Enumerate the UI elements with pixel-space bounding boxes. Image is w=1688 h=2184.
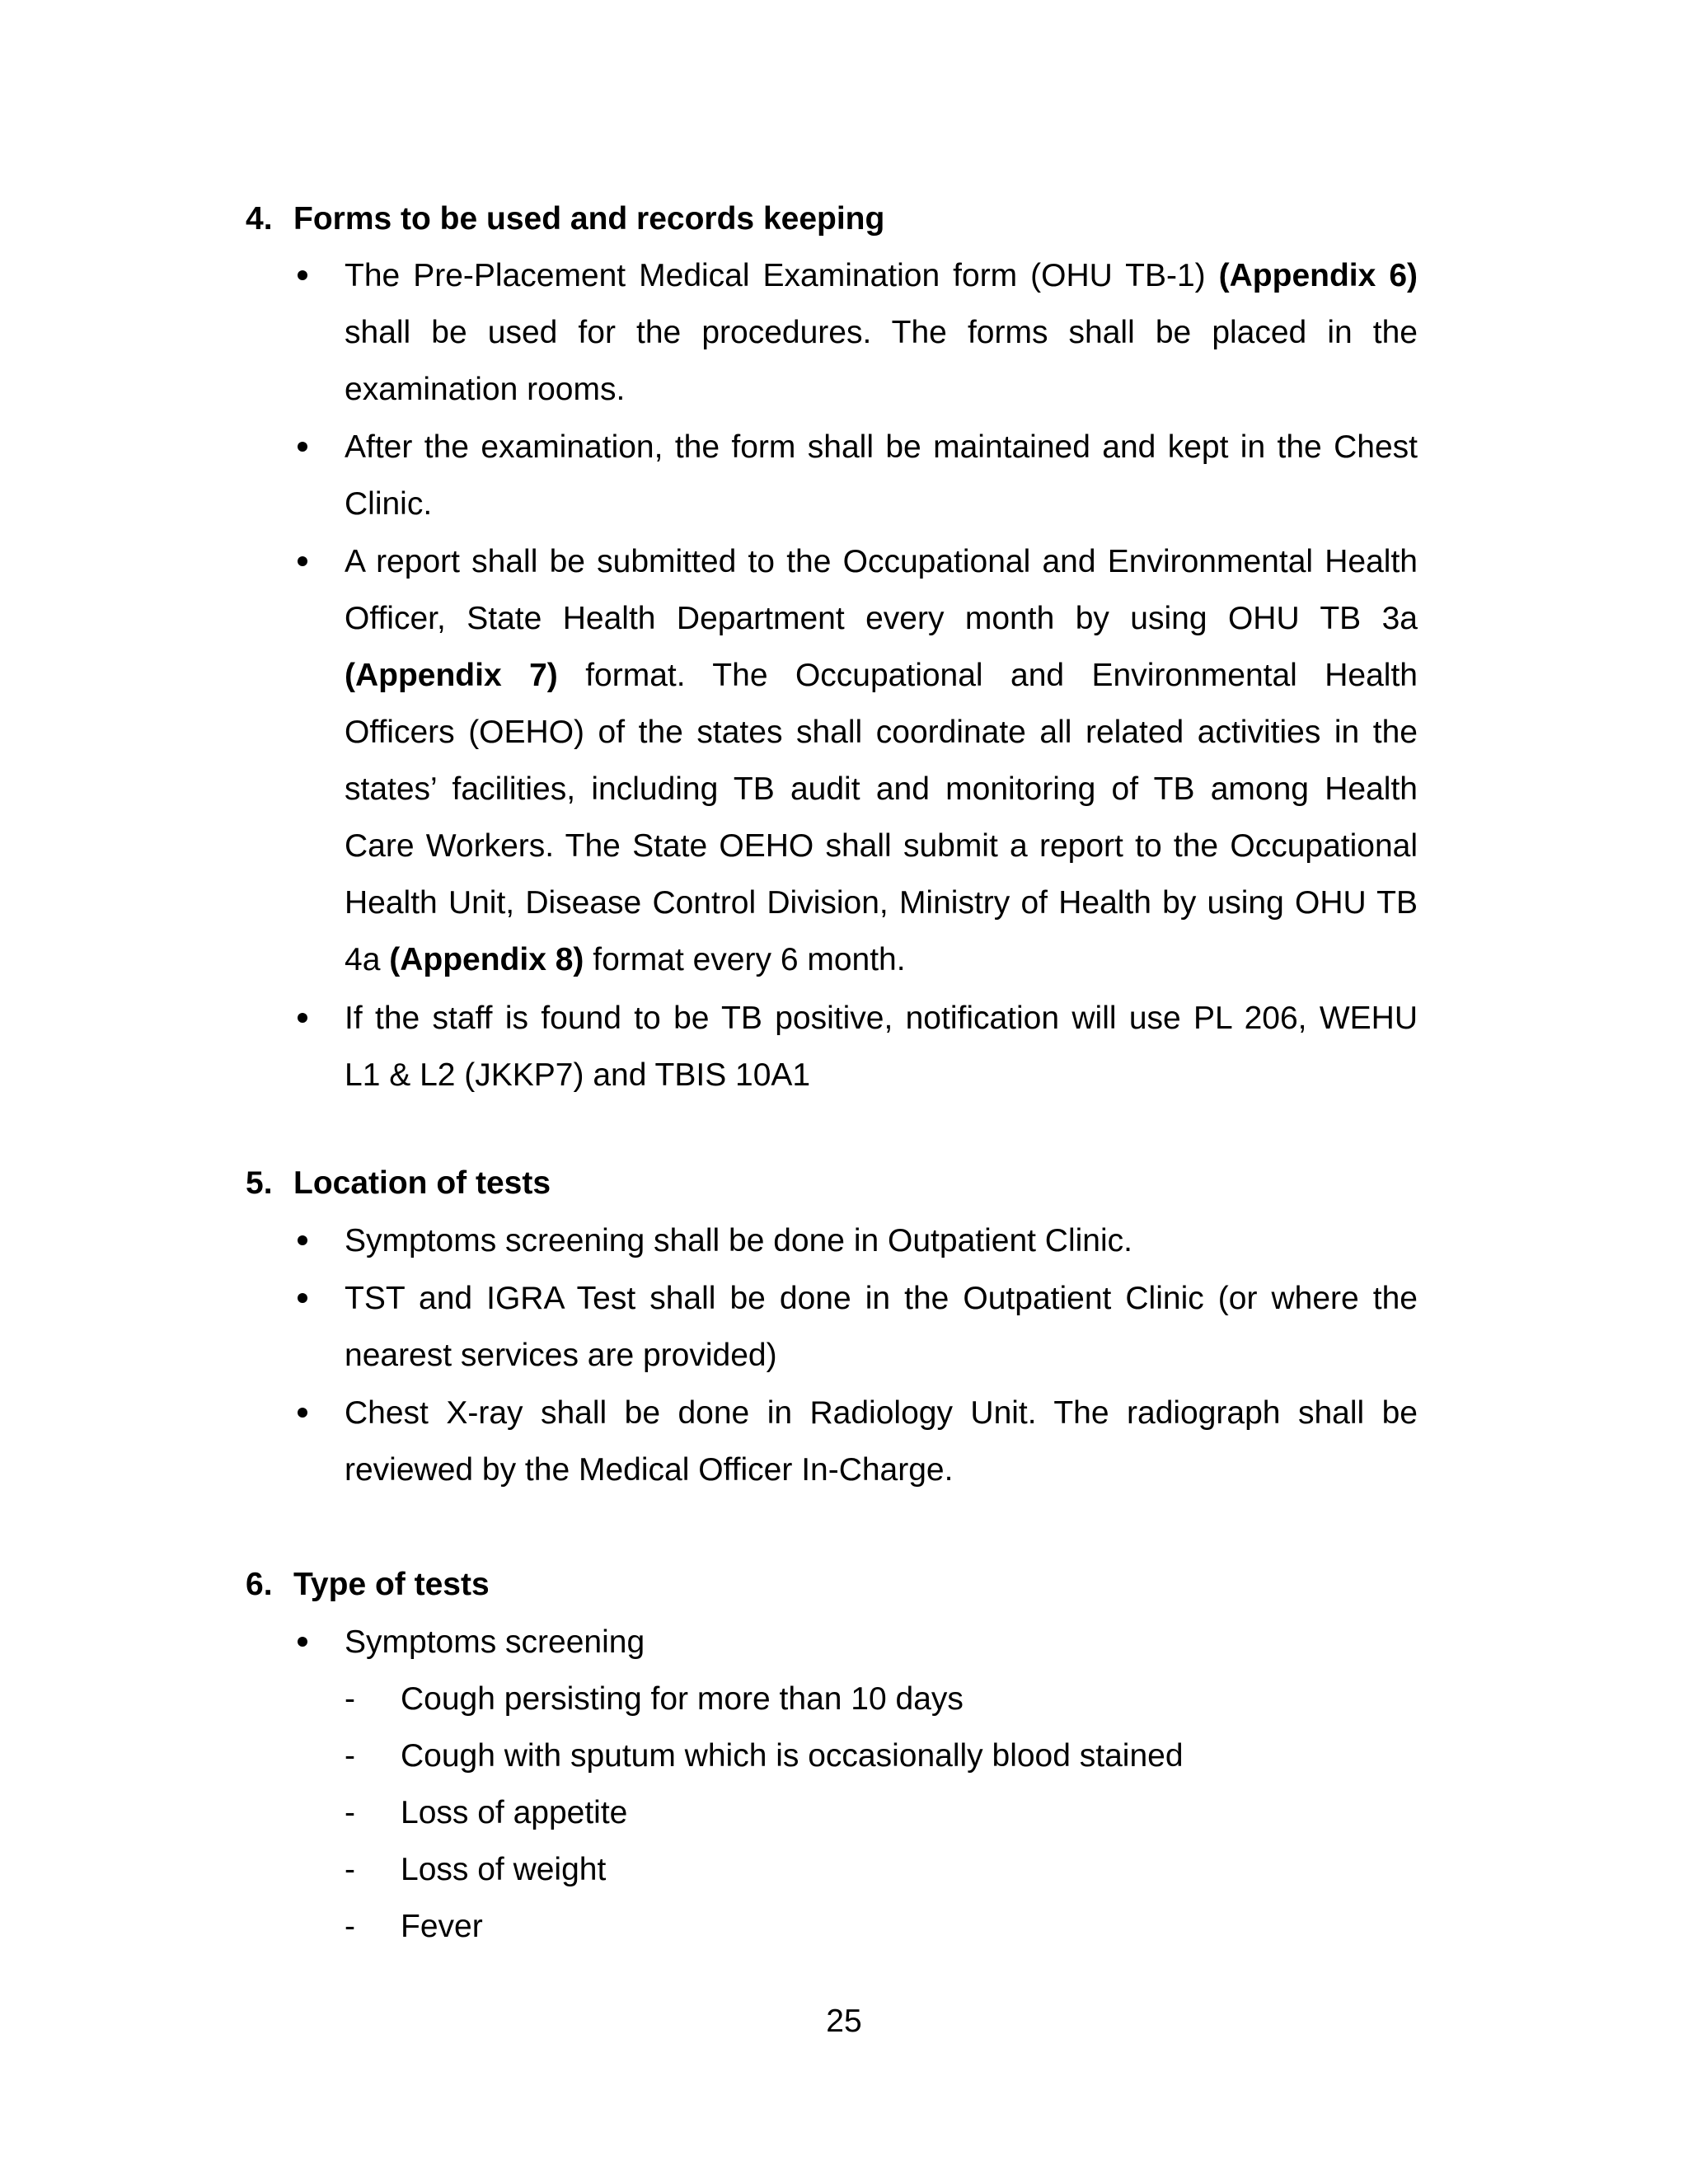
symptom-item: Fever	[401, 1909, 483, 1944]
section-5-item-1	[345, 1212, 1418, 1269]
text-line: Chest X-ray shall be done in Radiology Unit. The radiograph shall be	[345, 1395, 1418, 1431]
bullet-icon	[298, 1408, 307, 1418]
section-6-number: 6.	[246, 1567, 273, 1602]
text-line: Health Unit, Disease Control Division, Ministry of Health by using OHU TB	[345, 885, 1418, 921]
section-4-title: Forms to be used and records keeping	[293, 201, 885, 237]
text-line: TST and IGRA Test shall be done in the Outpatient Clinic (or where the	[345, 1281, 1418, 1316]
bullet-icon	[298, 556, 307, 566]
text-line: (Appendix 7) format. The Occupational and Environmental Health	[345, 658, 1418, 693]
text-line: Symptoms screening shall be done in Outpatient Clinic.	[345, 1223, 1132, 1258]
bullet-icon	[298, 270, 307, 280]
section-4-heading	[246, 203, 884, 235]
section-4-item-1	[345, 247, 1418, 418]
section-4-item-4	[345, 990, 1418, 1104]
bullet-icon	[298, 1013, 307, 1023]
dash-marker: -	[345, 1795, 355, 1830]
symptom-item: Loss of weight	[401, 1852, 607, 1887]
text-line: Officers (OEHO) of the states shall coordinate all related activities in the	[345, 715, 1418, 750]
text-line: Officer, State Health Department every month by using OHU TB 3a	[345, 601, 1418, 636]
section-6-heading	[246, 1568, 490, 1601]
text-line: The Pre-Placement Medical Examination form (OHU TB-1) (Appendix 6)	[345, 258, 1418, 293]
text-line: Symptoms screening	[345, 1624, 645, 1660]
bullet-icon	[298, 1235, 307, 1245]
text-line: shall be used for the procedures. The forms shall be placed in the	[345, 315, 1418, 350]
section-5-heading	[246, 1167, 551, 1199]
dash-marker: -	[345, 1738, 355, 1774]
dash-marker: -	[345, 1681, 355, 1717]
text-line: 4a (Appendix 8) format every 6 month.	[345, 942, 906, 977]
text-line: Clinic.	[345, 486, 433, 522]
bullet-icon	[298, 1637, 307, 1647]
text-line: states’ facilities, including TB audit and monitoring of TB among Health	[345, 771, 1418, 807]
text-line: L1 & L2 (JKKP7) and TBIS 10A1	[345, 1057, 811, 1093]
bullet-icon	[298, 442, 307, 452]
section-5-number: 5.	[246, 1165, 273, 1201]
section-6-title: Type of tests	[293, 1567, 490, 1602]
section-4-item-2	[345, 419, 1418, 532]
text-line: After the examination, the form shall be maintained and kept in the Chest	[345, 429, 1418, 465]
section-5-title: Location of tests	[293, 1165, 551, 1201]
section-5-item-2	[345, 1270, 1418, 1384]
text-line: nearest services are provided)	[345, 1338, 777, 1373]
text-line: A report shall be submitted to the Occupational and Environmental Health	[345, 544, 1418, 579]
bullet-icon	[298, 1293, 307, 1303]
section-5-item-3	[345, 1385, 1418, 1498]
text-line: examination rooms.	[345, 372, 626, 407]
section-6-item-1	[345, 1614, 1418, 1671]
dash-marker: -	[345, 1852, 355, 1887]
dash-marker: -	[345, 1909, 355, 1944]
section-4-item-3	[345, 533, 1418, 988]
page-number: 25	[826, 2004, 862, 2039]
text-line: reviewed by the Medical Officer In-Charge.	[345, 1452, 954, 1488]
text-line: If the staff is found to be TB positive, notification will use PL 206, WEHU	[345, 1001, 1418, 1036]
symptom-item: Cough persisting for more than 10 days	[401, 1681, 964, 1717]
text-line: Care Workers. The State OEHO shall submit a report to the Occupational	[345, 828, 1418, 864]
symptom-item: Cough with sputum which is occasionally blood stained	[401, 1738, 1184, 1774]
section-4-number: 4.	[246, 201, 273, 237]
symptom-item: Loss of appetite	[401, 1795, 628, 1830]
